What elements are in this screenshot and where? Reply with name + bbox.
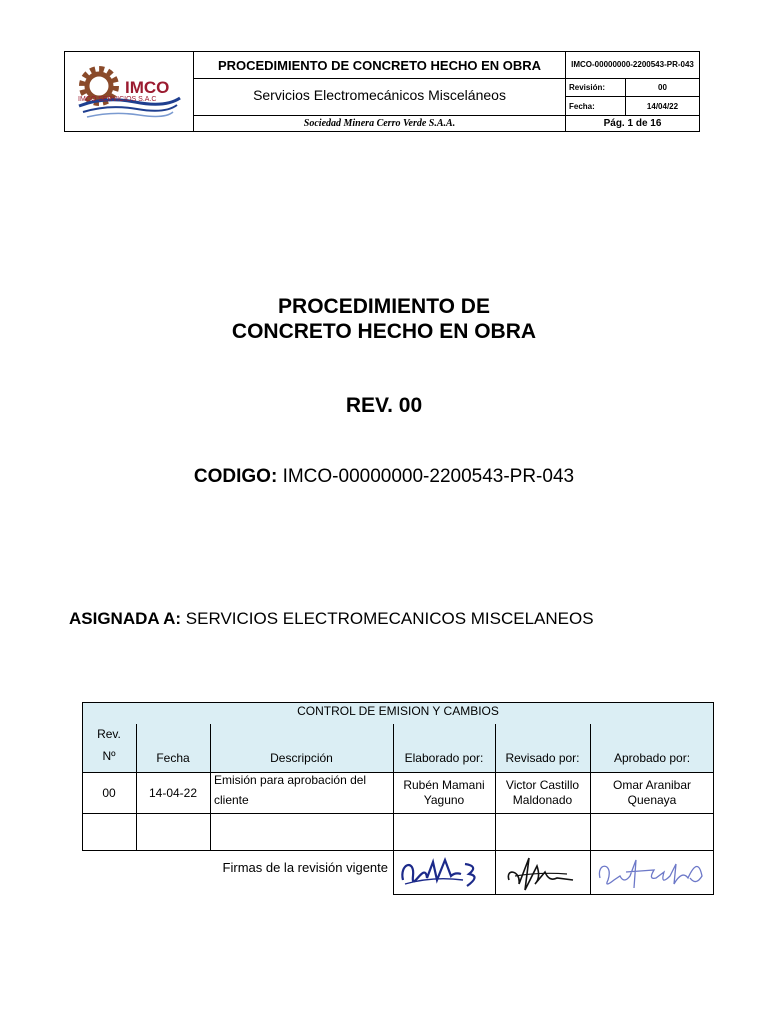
- row-fecha: 14-04-22: [148, 786, 198, 800]
- row-descripcion-line-2: cliente: [214, 793, 249, 807]
- document-title: [0, 294, 768, 344]
- company-logo: [65, 52, 194, 131]
- row-rev: 00: [102, 786, 116, 800]
- row-elaborado-line-2: Yaguno: [423, 793, 465, 807]
- header-code: IMCO-00000000-2200543-PR-043: [566, 52, 699, 79]
- document-header: [64, 51, 700, 132]
- header-date-value: 14/04/22: [626, 97, 699, 116]
- gear-icon: [65, 52, 193, 131]
- title-line-2: CONCRETO HECHO EN OBRA: [231, 320, 537, 343]
- row-revisado-line-1: Victor Castillo: [505, 778, 580, 792]
- signature-elaborado: [393, 850, 495, 895]
- row-elaborado-line-1: Rubén Mamani: [403, 778, 485, 792]
- row-descripcion: [210, 770, 393, 810]
- header-company: Sociedad Minera Cerro Verde S.A.A.: [194, 116, 566, 131]
- header-page-number: Pág. 1 de 16: [603, 118, 662, 129]
- title-line-1: PROCEDIMIENTO DE: [278, 295, 490, 318]
- row-aprobado-line-2: Quenaya: [627, 793, 677, 807]
- header-title: PROCEDIMIENTO DE CONCRETO HECHO EN OBRA: [194, 52, 566, 79]
- row-aprobado-line-1: Omar Aranibar: [612, 778, 692, 792]
- row-elaborado: [393, 773, 495, 813]
- header-revision-label: Revisión:: [566, 79, 626, 97]
- asignada-value: SERVICIOS ELECTROMECANICOS MISCELANEOS: [181, 609, 594, 628]
- col-header-rev-no: Nº: [102, 749, 116, 763]
- revision-heading: REV. 00: [345, 394, 423, 417]
- header-revision-value: 00: [626, 79, 699, 97]
- codigo-label: CODIGO:: [193, 466, 278, 487]
- col-header-descripcion: Descripción: [270, 751, 333, 765]
- firmas-label: Firmas de la revisión vigente: [222, 859, 388, 875]
- header-subtitle: Servicios Electromecánicos Misceláneos: [194, 79, 566, 116]
- header-date-label: Fecha:: [566, 97, 626, 116]
- col-header-elaborado: Elaborado por:: [404, 751, 484, 765]
- logo-tagline: IMCO SERVICIOS S.A.C: [78, 96, 157, 103]
- col-header-aprobado: Aprobado por:: [613, 751, 691, 765]
- codigo-value: IMCO-00000000-2200543-PR-043: [277, 466, 575, 487]
- logo-brand: IMCO: [125, 78, 170, 97]
- signature-aprobado: [590, 850, 714, 895]
- document-code: [0, 466, 768, 488]
- row-revisado-line-2: Maldonado: [512, 793, 573, 807]
- col-header-rev: Rev.: [97, 727, 121, 741]
- signature-revisado: [495, 850, 590, 895]
- col-header-revisado: Revisado por:: [505, 751, 580, 765]
- assigned-to: [69, 609, 594, 629]
- col-header-fecha: Fecha: [156, 751, 190, 765]
- row-revisado: [495, 773, 590, 813]
- asignada-label: ASIGNADA A:: [69, 609, 182, 628]
- row-descripcion-line-1: Emisión para aprobación del: [214, 773, 367, 787]
- row-aprobado: [590, 773, 714, 813]
- control-table-title: CONTROL DE EMISION Y CAMBIOS: [297, 704, 499, 718]
- control-table: [82, 702, 714, 895]
